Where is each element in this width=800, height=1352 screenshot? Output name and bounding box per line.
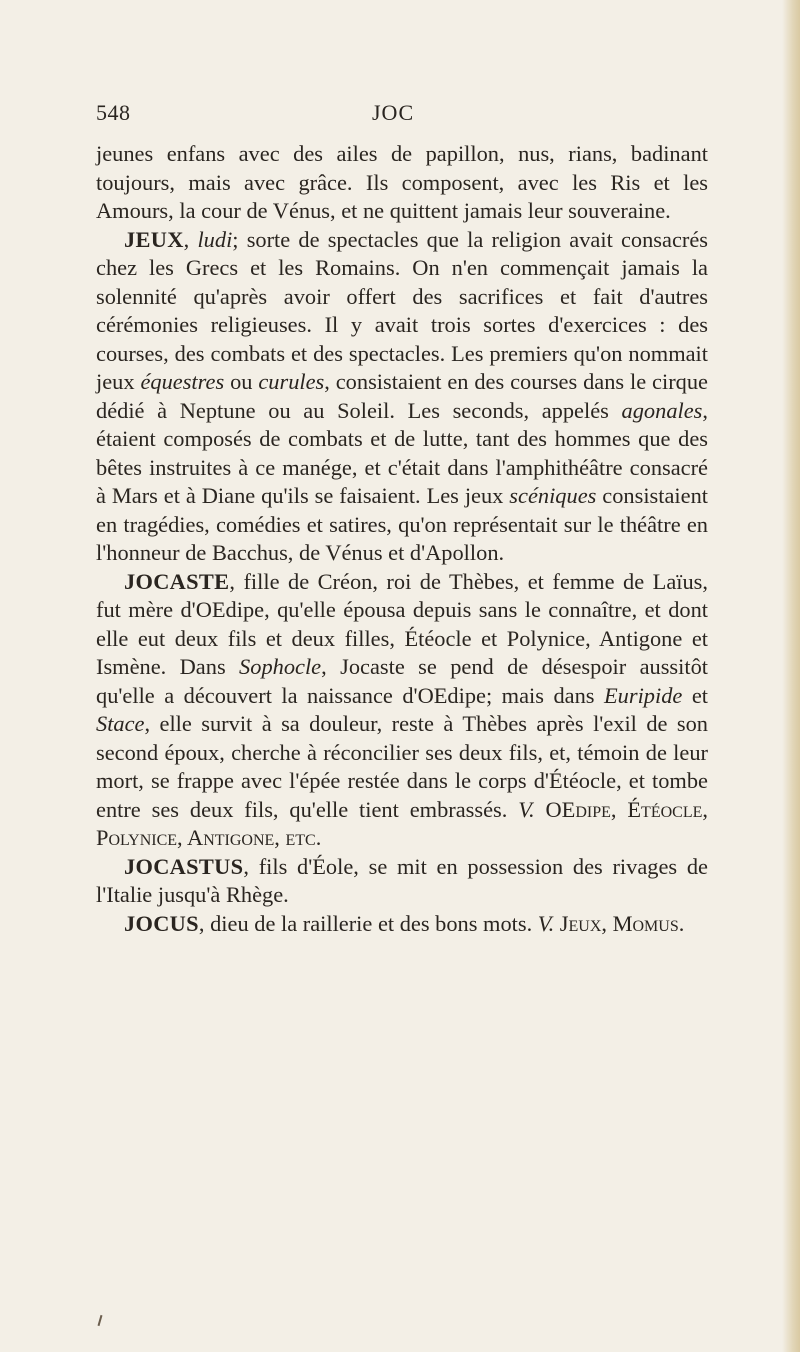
continuation-paragraph [96, 140, 708, 226]
italic-term: scéniques [509, 483, 597, 508]
entry-jocaste [96, 568, 708, 853]
entry-text: , elle survit à sa douleur, reste à Thèbes après l'exil de son second époux, cherche à réconcilier ses deux fils, et, témoin de leur mort, se frappe avec l'épée restée dans le corps d'Étéocle, et tombe entre ses deux fils, qu'elle tient embrassés. [96, 711, 708, 822]
see-reference: V. [518, 796, 535, 822]
entry-text: , dieu de la raillerie et des bons mots. [198, 910, 538, 936]
entry-text: , fils d'Éole, se mit en possession des rivages de l'Italie jusqu'à Rhège. [96, 853, 708, 907]
continuation-text: jeunes enfans avec des ailes de papillon, nus, rians, badinant toujours, mais avec grâce. Ils composent, avec les Ris et les Amours, la cour de Vénus, et ne quittent jamais leur souveraine. [96, 141, 708, 223]
entry-text: ; sorte de spectacles que la religion avait consacrés chez les Grecs et les Romains. On n'en commençait jamais la solennité qu'après avoir offert des sacrifices et fait d'autres cérémonies religieuses. Il y avait trois sortes d'exercices : des courses, des combats et des spectacles. Les premiers qu'on nommait jeux [96, 226, 708, 394]
italic-term: équestres [140, 369, 225, 394]
entry-text: , Jocaste se pend de désespoir aussitôt qu'elle a découvert la naissance d'OEdipe; mais dans [96, 654, 708, 708]
latin-term: ludi [197, 226, 233, 252]
italic-term: agonales [621, 397, 703, 423]
cross-references: OEdipe, Étéocle, Polynice, Antigone, etc. [96, 796, 708, 850]
see-reference: V. [537, 910, 555, 936]
entry-text: consistaient en tragédies, comédies et satires, qu'on représentait sur le théâtre en l'honneur de Bacchus, de Vénus et d'Apollon. [96, 483, 708, 565]
entry-text: , fille de Créon, roi de Thèbes, et femme de Laïus, fut mère d'OEdipe, qu'elle épousa depuis sans le connaître, et dont elle eut deux fils et deux filles, Étéocle et Polynice, Antigone et Ismène. Dans [96, 568, 708, 679]
entry-text: ou [224, 369, 259, 394]
author-name: Sophocle [239, 654, 322, 679]
headword-jocus: JOCUS [124, 910, 199, 936]
headword-jocaste: JOCASTE [124, 568, 230, 594]
author-name: Stace [96, 711, 145, 736]
entry-jocastus [96, 853, 708, 910]
page-header [96, 100, 706, 130]
entry-jocus [96, 910, 708, 939]
page-number: 548 [96, 100, 131, 125]
italic-term: curules [258, 369, 325, 394]
page-edge-shadow [782, 0, 800, 1352]
entry-text: et [682, 682, 708, 708]
entry-text: , consistaient en des courses dans le cirque dédié à Neptune ou au Soleil. Les seconds, appelés [96, 369, 708, 423]
headword-jeux: JEUX [124, 226, 184, 252]
dictionary-text [96, 140, 708, 938]
entry-text: , étaient composés de combats et de lutte, tant des hommes que des bêtes instruites à ce manége, et c'était dans l'amphithéâtre consacré à Mars et à Diane qu'ils se faisaient. Les jeux [96, 397, 708, 508]
headword-jocastus: JOCASTUS [124, 853, 244, 879]
running-head: JOC [372, 100, 415, 125]
author-name: Euripide [603, 682, 683, 708]
ink-mark [98, 1315, 103, 1326]
cross-references: Jeux, Momus. [554, 910, 685, 936]
entry-jeux: JEUX, ludi; sorte de spectacles que la religion avait consacrés chez les Grecs et les Romains. On n'en commençait jamais la solennité qu'après avoir offert des sacrifices et fait d'autres cérémonies religieuses. Il y avait trois sortes d'exercices : des courses, des combats et des spectacles. Les premiers qu'on nommait jeux équestres ou curules, consistaient en des courses dans le cirque dédié à Neptune ou au Soleil. Les seconds, appelés agonales, étaient composés de combats et de lutte, tant des hommes que des bêtes instruites à ce manége, et c'était dans l'amphithéâtre consacré à Mars et à Diane qu'ils se faisaient. Les jeux scéniques consistaient en tragédies, comédies et satires, qu'on représentait sur le théâtre en l'honneur de Bacchus, de Vénus et d'Apollon. [96, 226, 708, 565]
